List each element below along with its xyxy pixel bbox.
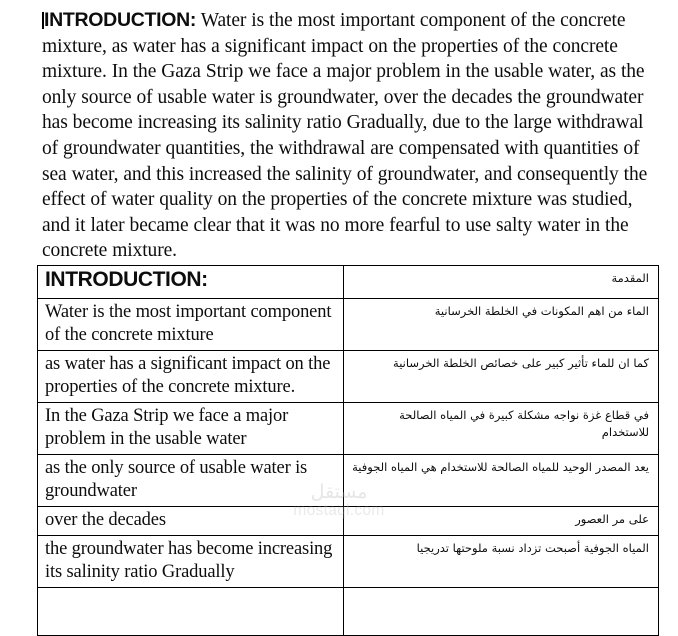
table-cell-arabic-text: في قطاع غزة نواجه مشكلة كبيرة في المياه الصالحة للاستخدام: [399, 408, 649, 439]
table-cell-english: [38, 266, 344, 299]
table-cell-arabic-text: على مر العصور: [575, 512, 649, 526]
intro-paragraph: [42, 8, 650, 264]
intro-paragraph-block: [42, 8, 650, 264]
table-cell-english-text: over the decades: [45, 510, 166, 530]
table-cell-arabic: [344, 455, 659, 507]
table-row: [38, 266, 659, 299]
table-cell-arabic-text: المياه الجوفية أصبحت تزداد نسبة ملوحتها تدريجيا: [416, 541, 649, 555]
table-cell-arabic: [344, 299, 659, 351]
table-cell-english: [38, 455, 344, 507]
table-cell-english-text: [38, 588, 343, 593]
table-cell-arabic: [344, 403, 659, 455]
translation-table: [37, 265, 659, 636]
table-cell-arabic-text: يعد المصدر الوحيد للمياه الصالحة للاستخدام هي المياه الجوفية: [352, 460, 649, 474]
table-cell-english-text: the groundwater has become increasing its salinity ratio Gradually: [45, 539, 333, 582]
watermark-domain-text: mostaql.com: [293, 502, 385, 519]
table-row: [38, 536, 659, 588]
table-cell-arabic-text: كما ان للماء تأثير كبير على خصائص الخلطة الخرسانية: [393, 356, 649, 370]
table-cell-english-text: INTRODUCTION:: [45, 268, 208, 291]
table-cell-english: [38, 507, 344, 536]
table-cell-arabic-text: [344, 588, 658, 595]
table-cell-arabic: [344, 536, 659, 588]
table-cell-arabic: [344, 351, 659, 403]
watermark-arabic-text: مستقل: [310, 481, 368, 503]
table-cell-arabic-text: المقدمة: [611, 271, 649, 285]
table-row: [38, 588, 659, 636]
table-row: [38, 455, 659, 507]
table-row: [38, 403, 659, 455]
table-cell-english: [38, 299, 344, 351]
intro-body-text: Water is the most important component of the concrete mixture, as water has a significant impact on the properties of the concrete mixture. In the Gaza Strip we face a major problem in the usable water, as the only source of usable water is groundwater, over the decades the groundwater has become increasing its salinity ratio Gradually, due to the large withdrawal of groundwater quantities, the withdrawal are compensated with quantities of sea water, and this increased the salinity of groundwater, and consequently the effect of water quality on the properties of the concrete mixture was studied, and it later became clear that it was no more fearful to use salty water in the concrete mixture.: [42, 10, 648, 262]
table-cell-english: [38, 403, 344, 455]
table-row: [38, 351, 659, 403]
table-cell-arabic-text: الماء من اهم المكونات في الخلطة الخرسانية: [434, 304, 649, 318]
table-cell-english-text: as water has a significant impact on the properties of the concrete mixture.: [45, 354, 331, 397]
table-cell-arabic: [344, 266, 659, 299]
table-cell-english: [38, 536, 344, 588]
table-cell-english-text: In the Gaza Strip we face a major problem in the usable water: [45, 406, 289, 449]
table-cell-english-text: as the only source of usable water is groundwater: [45, 458, 308, 501]
table-cell-english-text: Water is the most important component of the concrete mixture: [45, 302, 332, 345]
intro-heading-label: INTRODUCTION:: [44, 9, 197, 31]
table-row: [38, 299, 659, 351]
table-cell-arabic: [344, 507, 659, 536]
table-cell-english: [38, 588, 344, 636]
table-cell-arabic: [344, 588, 659, 636]
table-cell-english: [38, 351, 344, 403]
table-row: [38, 507, 659, 536]
